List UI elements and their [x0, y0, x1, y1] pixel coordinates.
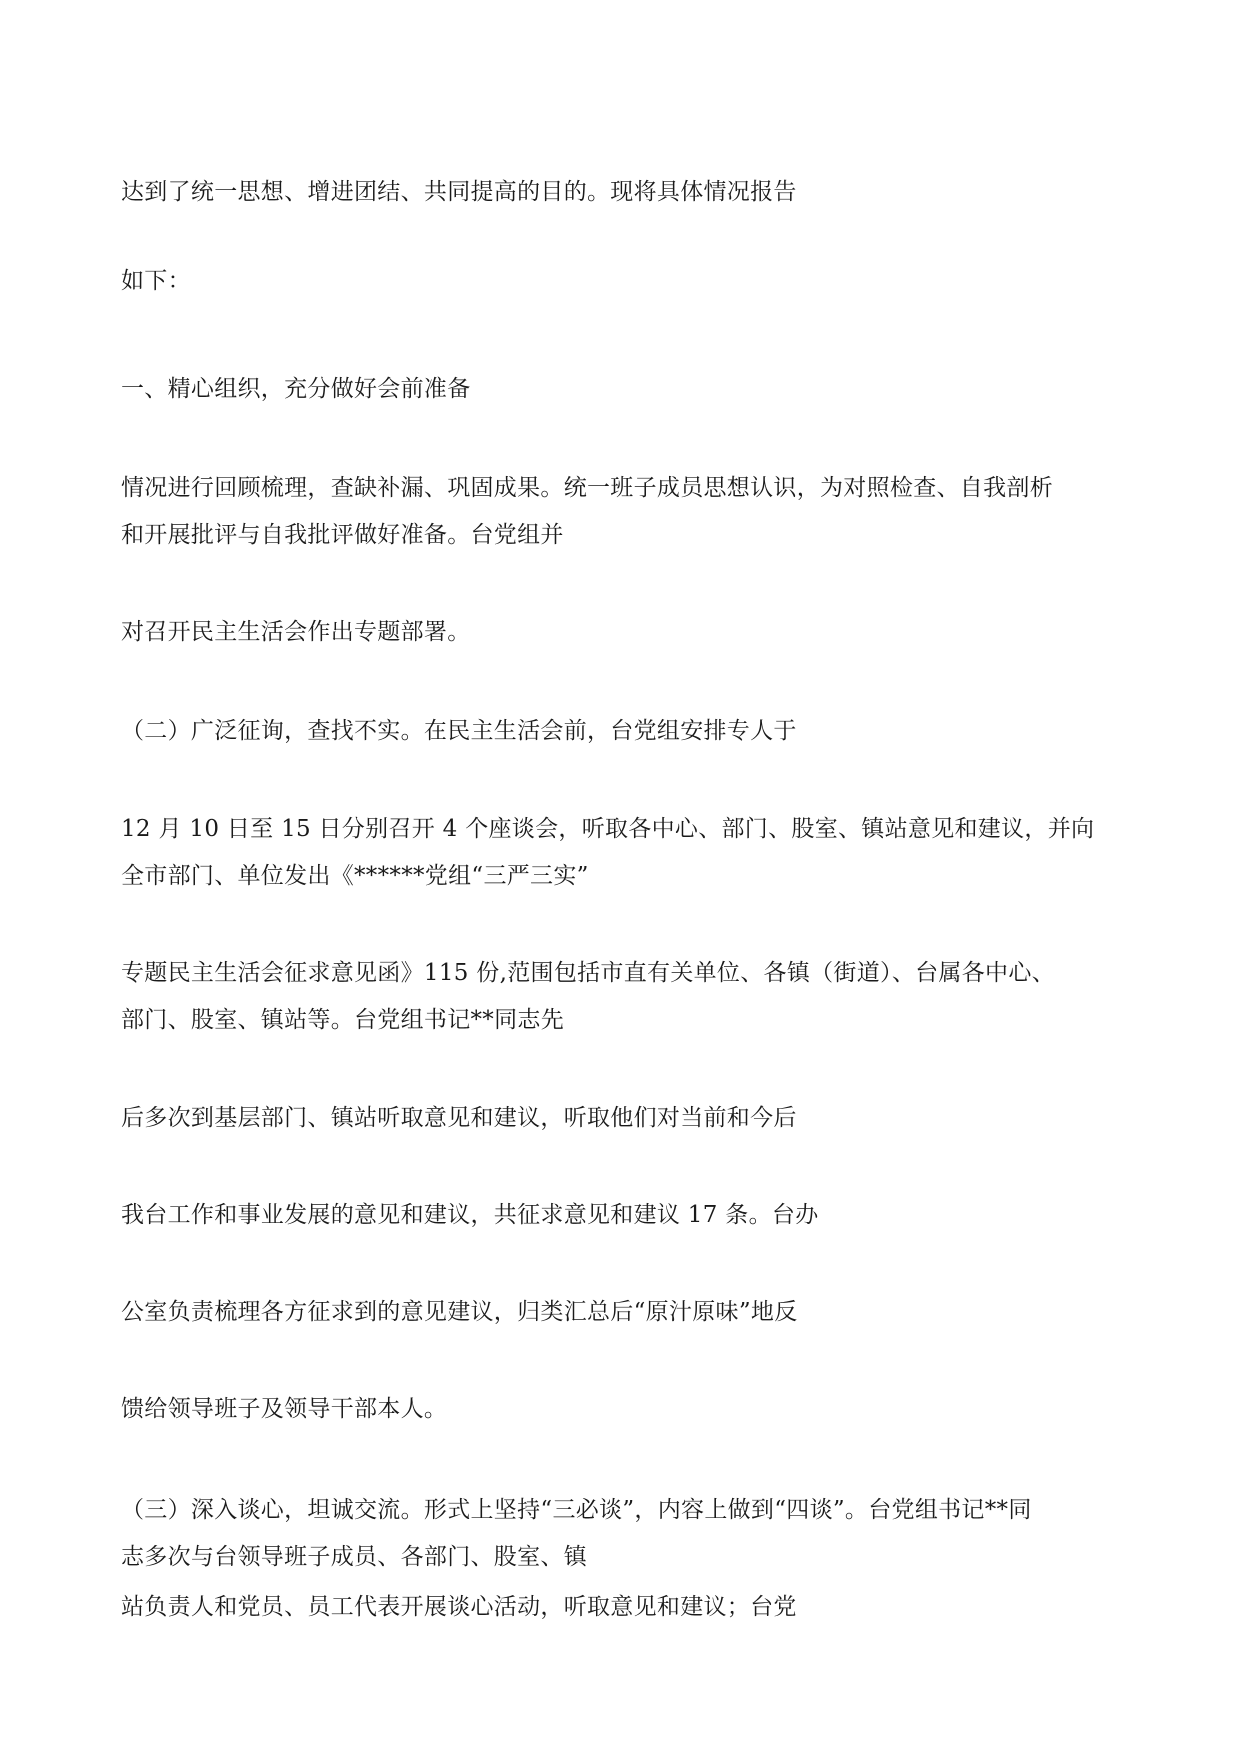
- paragraph-line: 馈给领导班子及领导干部本人。: [121, 1396, 448, 1422]
- paragraph-line: 和开展批评与自我批评做好准备。台党组并: [121, 522, 564, 548]
- paragraph-line: 站负责人和党员、员工代表开展谈心活动，听取意见和建议；台党: [121, 1594, 797, 1620]
- section-heading: 一、精心组织，充分做好会前准备: [121, 376, 471, 402]
- paragraph-line: 12 月 10 日至 15 日分别召开 4 个座谈会，听取各中心、部门、股室、镇站意见和建议，并向: [121, 816, 1095, 842]
- subsection-heading: （三）深入谈心，坦诚交流。形式上坚持“三必谈”，内容上做到“四谈”。台党组书记**同: [121, 1497, 1032, 1523]
- paragraph-line: 我台工作和事业发展的意见和建议，共征求意见和建议 17 条。台办: [121, 1202, 819, 1228]
- paragraph-line: 对召开民主生活会作出专题部署。: [121, 619, 471, 645]
- paragraph-line: 如下：: [121, 268, 191, 294]
- paragraph-line: 达到了统一思想、增进团结、共同提高的目的。现将具体情况报告: [121, 179, 797, 205]
- paragraph-line: 部门、股室、镇站等。台党组书记**同志先: [121, 1007, 564, 1033]
- paragraph-line: 志多次与台领导班子成员、各部门、股室、镇: [121, 1544, 587, 1570]
- paragraph-line: 情况进行回顾梳理，查缺补漏、巩固成果。统一班子成员思想认识，为对照检查、自我剖析: [121, 475, 1053, 501]
- paragraph-line: 后多次到基层部门、镇站听取意见和建议，听取他们对当前和今后: [121, 1105, 797, 1131]
- paragraph-line: 专题民主生活会征求意见函》115 份,范围包括市直有关单位、各镇（街道）、台属各中心、: [121, 960, 1055, 986]
- paragraph-line: 全市部门、单位发出《******党组“三严三实”: [121, 863, 589, 889]
- paragraph-line: 公室负责梳理各方征求到的意见建议，归类汇总后“原汁原味”地反: [121, 1299, 798, 1325]
- subsection-heading: （二）广泛征询，查找不实。在民主生活会前，台党组安排专人于: [121, 718, 797, 744]
